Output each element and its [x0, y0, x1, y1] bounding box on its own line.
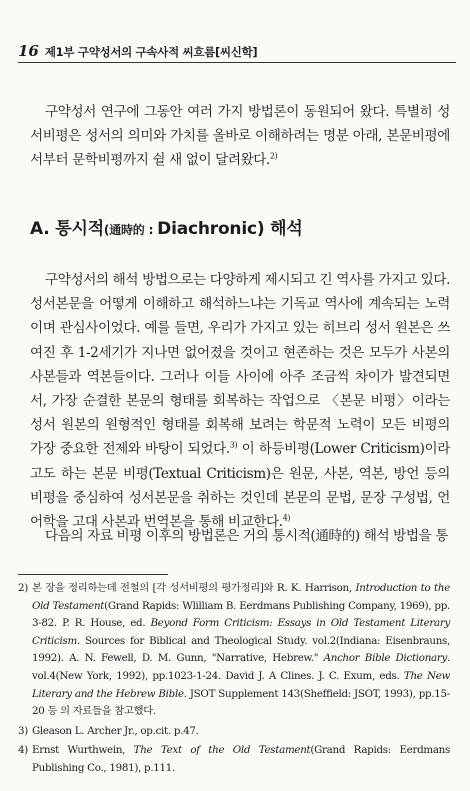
footnote-text: Gleason L. Archer Jr., op.cit. p.47.	[32, 724, 199, 737]
diachronic-paragraph	[30, 268, 450, 534]
intro-paragraph	[30, 100, 450, 173]
footnote-divider	[18, 574, 168, 575]
footnote-number: 2)	[18, 582, 28, 594]
footnote-ref-4: 4)	[282, 513, 291, 523]
footnote-number: 3)	[18, 724, 28, 737]
continuation-paragraph	[30, 524, 450, 548]
page-number: 16	[18, 42, 39, 60]
footnote-text: Ernst Wurthwein, The Text of the Old Testament(Grand Rapids: Eerdmans Publishing Co., 1981), p.111.	[32, 744, 450, 774]
heading-suffix: Diachronic) 해석	[157, 219, 303, 239]
footnote-ref-3: 3)	[229, 440, 238, 450]
running-header	[18, 38, 456, 63]
footnote-ref-2: 2)	[269, 151, 278, 161]
heading-prefix: A. 통시적	[30, 219, 104, 239]
footnote-2	[18, 580, 450, 721]
footnote-number: 4)	[18, 744, 28, 757]
footnote-3	[18, 723, 450, 741]
footnote-4	[18, 742, 450, 777]
running-title: 제1부 구약성서의 구속사적 씨흐름[씨신학]	[44, 45, 258, 59]
intro-paragraph-text: 구약성서 연구에 그동안 여러 가지 방법론이 동원되어 왔다. 특별히 성서비평은 성서의 의미와 가치를 올바로 이해하려는 명분 아래, 본문비평에서부터 문학비평까지 쉴 새 없이 달려왔다.$^{2)}$	[30, 104, 450, 169]
section-heading	[30, 214, 303, 239]
diachronic-paragraph-text: 구약성서의 해석 방법으로는 다양하게 제시되고 긴 역사를 가지고 있다. 성서본문을 어떻게 이해하고 해석하느냐는 기독교 역사에 계속되는 노력이며 관심사이었다. 예를 들면, 우리가 가지고 있는 히브리 성서 원본은 쓰여진 후 1-2세기가 지나면 없어졌을 것이고 현존하는 것은 모두가 사본의 사본들과 역본들이다. 그러나 이들 사이에 아주 조금씩 차이가 발견되면서, 가장 순결한 본문의 형태를 회복하는 작업으로 〈본문 비평〉이라는 성서 원본의 원형적인 형태를 회복해 보려는 학문적 노력이 모든 비평의 가장 중요한 전제와 바탕이 되었다.$^{3)}$ 이 하등비평(Lower Criticism)이라고도 하는 본문 비평(Textual Criticism)은 원문, 사본, 역본, 방언 등의 비평을 중심하여 성서본문을 취하는 것인데 본문의 문법, 문장 구성법, 언어학을 고대 사본과 번역본을 통해 비교한다.$^{4)}$	[30, 272, 450, 531]
footnote-text: 본 장을 정리하는데 전철의 [각 성서비평의 평가정리]와 R. K. Harrison, Introduction to the Old Testament(Grand Rapids: Wlilliam B. Eerdmans Publishing Company, 1969), pp. 3-82. P. R. House, ed. Beyond Form Criticism: Essays in Old Testament Literary Criticism. Sources for Biblical and Theological Study. vol.2(Indiana: Eisenbrauns, 1992). A. N. Fewell, D. M. Gunn, "Narrative, Hebrew." Anchor Bible Dictionary. vol.4(New York, 1992), pp.1023-1-24. David J. A Clines. J. C. Exum, eds. The New Literary and the Hebrew Bible. JSOT Supplement 143(Sheffield: JSOT, 1993), pp.15-20 등 의 자료들을 참고했다.	[32, 582, 451, 718]
heading-hanja: (通時的 :	[103, 223, 158, 237]
continuation-paragraph-text: 다음의 자료 비평 이후의 방법론은 거의 통시적(通時的) 해석 방법을 통	[45, 528, 448, 544]
footnotes	[18, 580, 450, 780]
